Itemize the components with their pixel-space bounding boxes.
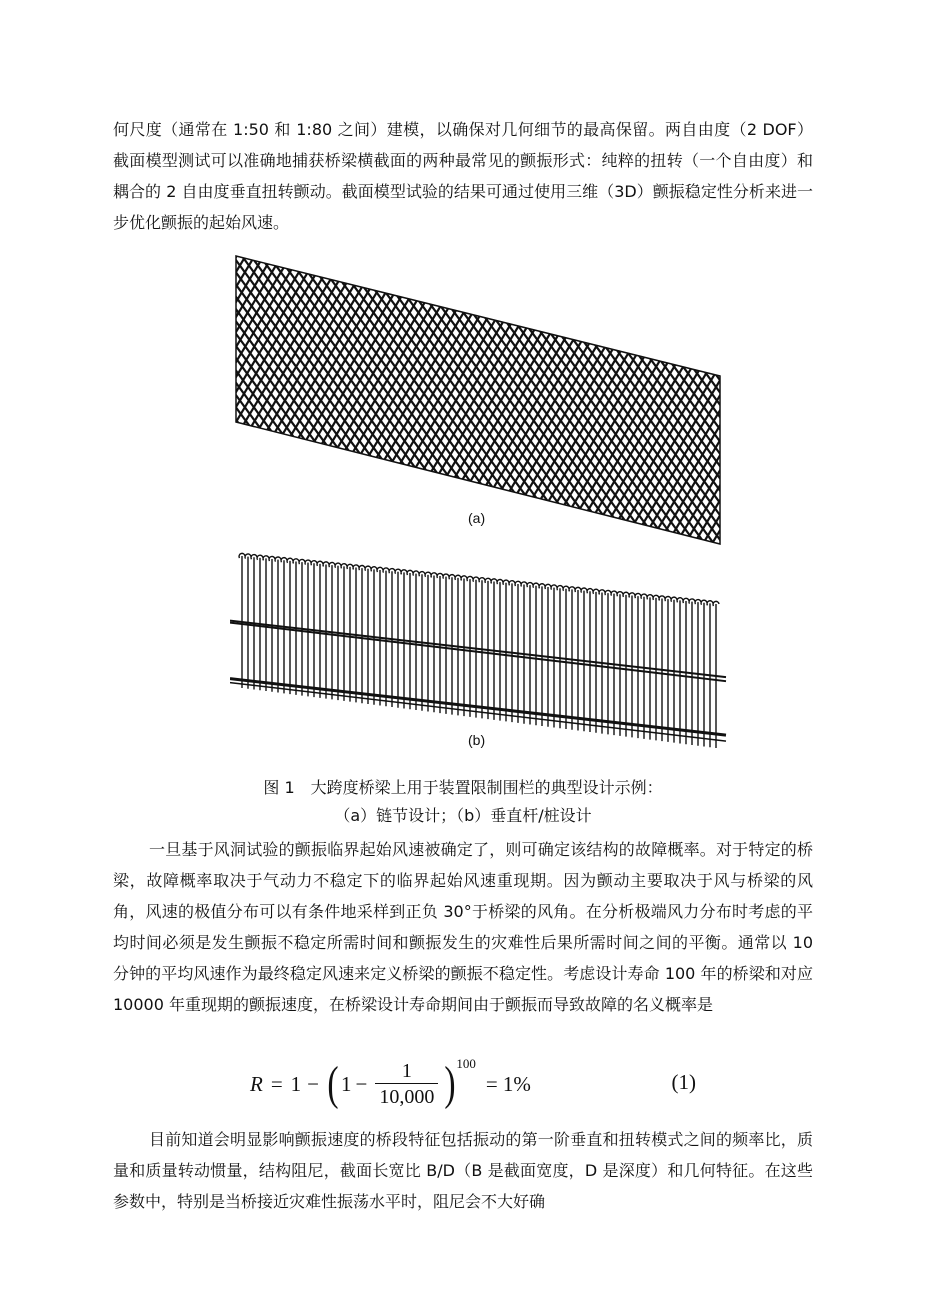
eq-fraction [375,1059,438,1110]
figure-label-a: (a) [468,510,486,526]
eq-open-paren: ( [327,1057,339,1110]
figure-label-b: (b) [468,732,486,748]
eq-equals: = [270,1071,283,1096]
figure-caption-line1: 图 1 大跨度桥梁上用于装置限制围栏的典型设计示例： [263,778,663,797]
eq-lhs: R [250,1071,263,1096]
eq-exponent: 100 [456,1056,476,1071]
eq-close-paren: ) [444,1057,456,1110]
paragraph-probability: 一旦基于风洞试验的颤振临界起始风速被确定了，则可确定该结构的故障概率。对于特定的桥梁，故障概率取决于气动力不稳定下的临界起始风速重现期。因为颤动主要取决于风与桥梁的风角，风速的极值分布可以有条件地采样到正负 30°于桥梁的风角。在分析极端风力分布时考虑的平均时间必须是发生颤振不稳定所需时间和颤振发生的灾难性后果所需时间之间的平衡。通常以 10 分钟的平均风速作为最终稳定风速来定义桥梁的颤振不稳定性。考虑设计寿命 100 年的桥梁和对应 10000 年重现期的颤振速度，在桥梁设计寿命期间由于颤振而导致故障的名义概率是 [113,840,813,1014]
eq-minus: − [307,1071,320,1096]
eq-numerator: 1 [401,1059,412,1082]
paragraph-intro: 何尺度（通常在 1:50 和 1:80 之间）建模，以确保对几何细节的最高保留。两自由度（2 DOF）截面模型测试可以准确地捕获桥梁横截面的两种最常见的颤振形式：纯粹的扭转（一个自由度）和耦合的 2 自由度垂直扭转颤动。截面模型试验的结果可通过使用三维（3D）颤振稳定性分析来进一步优化颤振的起始风速。 [113,120,813,232]
chain-link-fence-figure [230,252,730,548]
eq-denominator: 10,000 [375,1083,438,1110]
eq-one: 1 [290,1071,302,1096]
equation-1 [250,1052,710,1116]
eq-result: = 1% [485,1071,531,1096]
figure-caption-line2: （a）链节设计；（b）垂直杆/桩设计 [334,806,592,825]
eq-inner-one: 1 [341,1071,352,1096]
eq-inner-minus: − [355,1071,368,1096]
eq-number: (1) [671,1070,696,1094]
paragraph-parameters: 目前知道会明显影响颤振速度的桥段特征包括振动的第一阶垂直和扭转模式之间的频率比，质量和质量转动惯量，结构阻尼，截面长宽比 B/D（B 是截面宽度，D 是深度）和几何特征。在这些参数中，特别是当桥接近灾难性振荡水平时，阻尼会不大好确 [113,1130,813,1211]
vertical-bar-fence-figure [230,544,730,752]
